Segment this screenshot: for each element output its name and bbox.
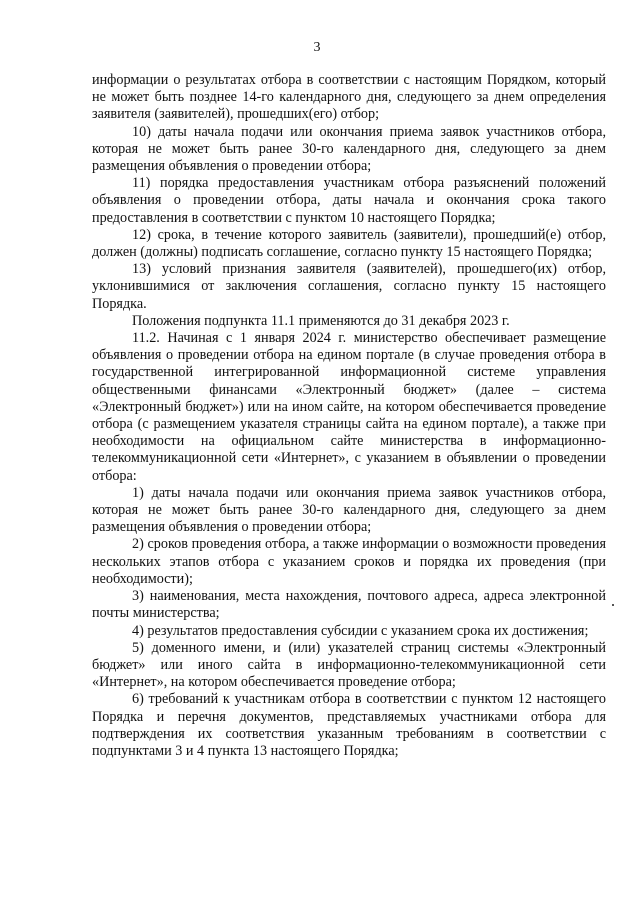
paragraph-item-10: 10) даты начала подачи или окончания приема заявок участников отбора, которая не может быть ранее 30-го календарного дня, следующего за днем размещения объявления о проведении отбора; — [92, 123, 606, 175]
paragraph-subitem-3: 3) наименования, места нахождения, почтового адреса, адреса электронной почты министерства; — [92, 588, 606, 622]
paragraph-subitem-4: 4) результатов предоставления субсидии с указанием срока их достижения; — [132, 622, 589, 639]
paragraph-item-12: 12) срока, в течение которого заявитель (заявители), прошедший(е) отбор, должен (должны) подписать соглашение, согласно пункту 15 настоящего Порядка; — [92, 226, 606, 261]
paragraph-subitem-1: 1) даты начала подачи или окончания приема заявок участников отбора, которая не может быть ранее 30-го календарного дня, следующего за днем размещения объявления о проведении отбора; — [92, 484, 606, 536]
paragraph-subitem-2: 2) сроков проведения отбора, а также информации о возможности проведения нескольких этапов отбора с указанием сроков и порядка их проведения (при необходимости); — [92, 536, 606, 587]
paragraph-subitem-6: 6) требований к участникам отбора в соответствии с пунктом 12 настоящего Порядка и перечня документов, представляемых участниками отбора для подтверждения их соответствия указанным требованиям в соответствии с подпунктами 3 и 4 пункта 13 настоящего Порядка; — [92, 691, 606, 759]
paragraph-intro: информации о результатах отбора в соответствии с настоящим Порядком, который не может быть позднее 14-го календарного дня, следующего за днем определения заявителя (заявителей), прошедших(его) отбор; — [92, 72, 606, 123]
scan-speck — [612, 604, 614, 606]
paragraph-item-11: 11) порядка предоставления участникам отбора разъяснений положений объявления о проведении отбора, даты начала и окончания срока такого предоставления в соответствии с пунктом 10 настоящего Порядка; — [92, 175, 606, 226]
paragraph-subitem-5: 5) доменного имени, и (или) указателей страниц системы «Электронный бюджет» или иного сайта в информационно-телекоммуникационной сети «Интернет», на котором обеспечивается проведение отбора; — [92, 639, 606, 691]
page-number: 3 — [313, 40, 321, 55]
paragraph-validity-note: Положения подпункта 11.1 применяются до 31 декабря 2023 г. — [132, 312, 510, 329]
paragraph-item-13: 13) условий признания заявителя (заявителей), прошедшего(их) отбор, уклонившимися от заключения соглашения, согласно пункту 15 настоящего Порядка. — [92, 261, 606, 312]
paragraph-11-2: 11.2. Начиная с 1 января 2024 г. министерство обеспечивает размещение объявления о проведении отбора на едином портале (в случае проведения отбора в государственной интегрированной информационной системе управления общественными финансами «Электронный бюджет» (далее – система «Электронный бюджет») или на ином сайте, на котором обеспечивается проведение отбора (с размещением указателя страницы сайта на едином портале), а также при необходимости на официальном сайте министерства в информационно-телекоммуникационной сети «Интернет», с указанием в объявлении о проведении отбора: — [92, 330, 606, 484]
document-body — [92, 72, 606, 760]
